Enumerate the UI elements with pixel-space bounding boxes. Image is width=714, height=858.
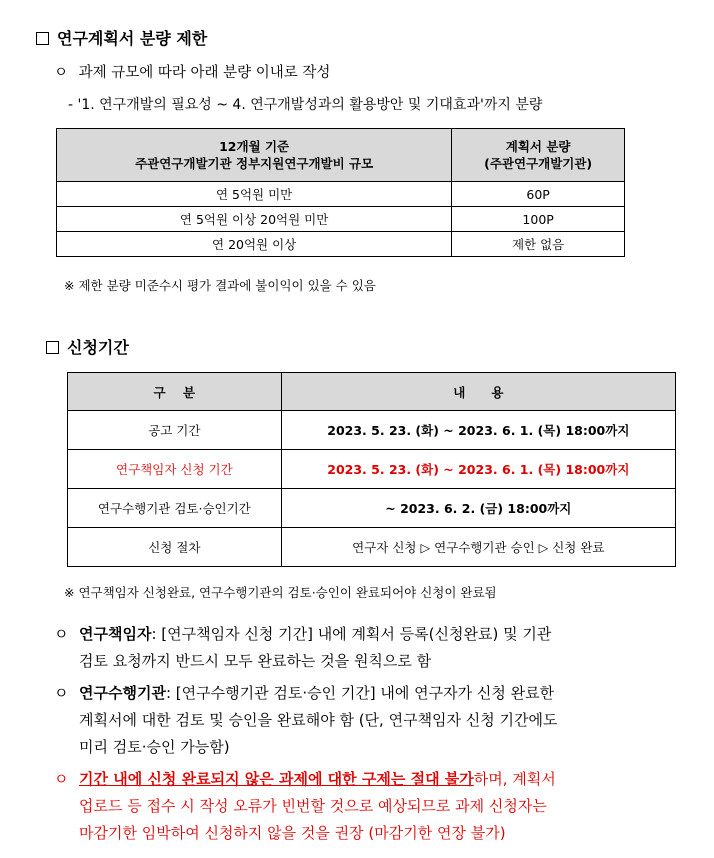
bullet-researcher: ㅇ 연구책임자: [연구책임자 신청 기간] 내에 계획서 등록(신청완료) 및 기관 검토 요청까지 반드시 모두 완료하는 것을 원칙으로 함 (54, 621, 677, 677)
table-header-row: 구 분 내 용 (68, 373, 676, 411)
table-row: 연구수행기관 검토·승인기간 ~ 2023. 6. 2. (금) 18:00까지 (68, 489, 676, 528)
header-cell-pages: 계획서 분량 (주관연구개발기관) (452, 129, 625, 182)
table-row: 공고 기간 2023. 5. 23. (화) ~ 2023. 6. 1. (목) 18:00까지 (68, 411, 676, 450)
checkbox-square-icon (46, 341, 59, 354)
section-1-title: 연구계획서 분량 제한 (36, 26, 207, 49)
table-row: 연구책임자 신청 기간 2023. 5. 23. (화) ~ 2023. 6. 1. (목) 18:00까지 (68, 450, 676, 489)
section-1-bullet: ㅇ 과제 규모에 따라 아래 분량 이내로 작성 (54, 65, 331, 81)
section-1-sub: - '1. 연구개발의 필요성 ~ 4. 연구개발성과의 활용방안 및 기대효과'까지 분량 (68, 97, 543, 113)
bullet-warning: ㅇ 기간 내에 신청 완료되지 않은 과제에 대한 구제는 절대 불가하며, 계획서 업로드 등 접수 시 작성 오류가 빈번할 것으로 예상되므로 과제 신청자는 마감기한 임박하여 신청하지 않을 것을 권장 (마감기한 연장 불가) (54, 766, 677, 850)
table-row: 신청 절차 연구자 신청 ▷ 연구수행기관 승인 ▷ 신청 완료 (68, 528, 676, 567)
table-row: 연 20억원 이상 제한 없음 (57, 232, 625, 257)
table-row: 연 5억원 이상 20억원 미만 100P (57, 207, 625, 232)
bullet-institution: ㅇ 연구수행기관: [연구수행기관 검토·승인 기간] 내에 연구자가 신청 완료한 계획서에 대한 검토 및 승인을 완료해야 함 (단, 연구책임자 신청 기간에도 미리 검토·승인 가능함) (54, 680, 677, 764)
checkbox-square-icon (36, 32, 49, 45)
header-cell-scale: 12개월 기준 주관연구개발기관 정부지원연구개발비 규모 (57, 129, 452, 182)
section-2-title: 신청기간 (46, 335, 129, 358)
application-period-table (67, 372, 676, 567)
bullet-marker: ㅇ (54, 770, 69, 788)
bullet-marker: ㅇ (54, 625, 69, 643)
table-row: 연 5억원 미만 60P (57, 182, 625, 207)
bullet-marker: ㅇ (54, 65, 69, 81)
page-limit-table (56, 128, 625, 257)
table-header-row (57, 129, 625, 182)
section-1-note: ※ 제한 분량 미준수시 평가 결과에 불이익이 있을 수 있음 (64, 278, 376, 293)
section-2-note: ※ 연구책임자 신청완료, 연구수행기관의 검토·승인이 완료되어야 신청이 완료됨 (64, 585, 497, 600)
bullet-marker: ㅇ (54, 684, 69, 702)
